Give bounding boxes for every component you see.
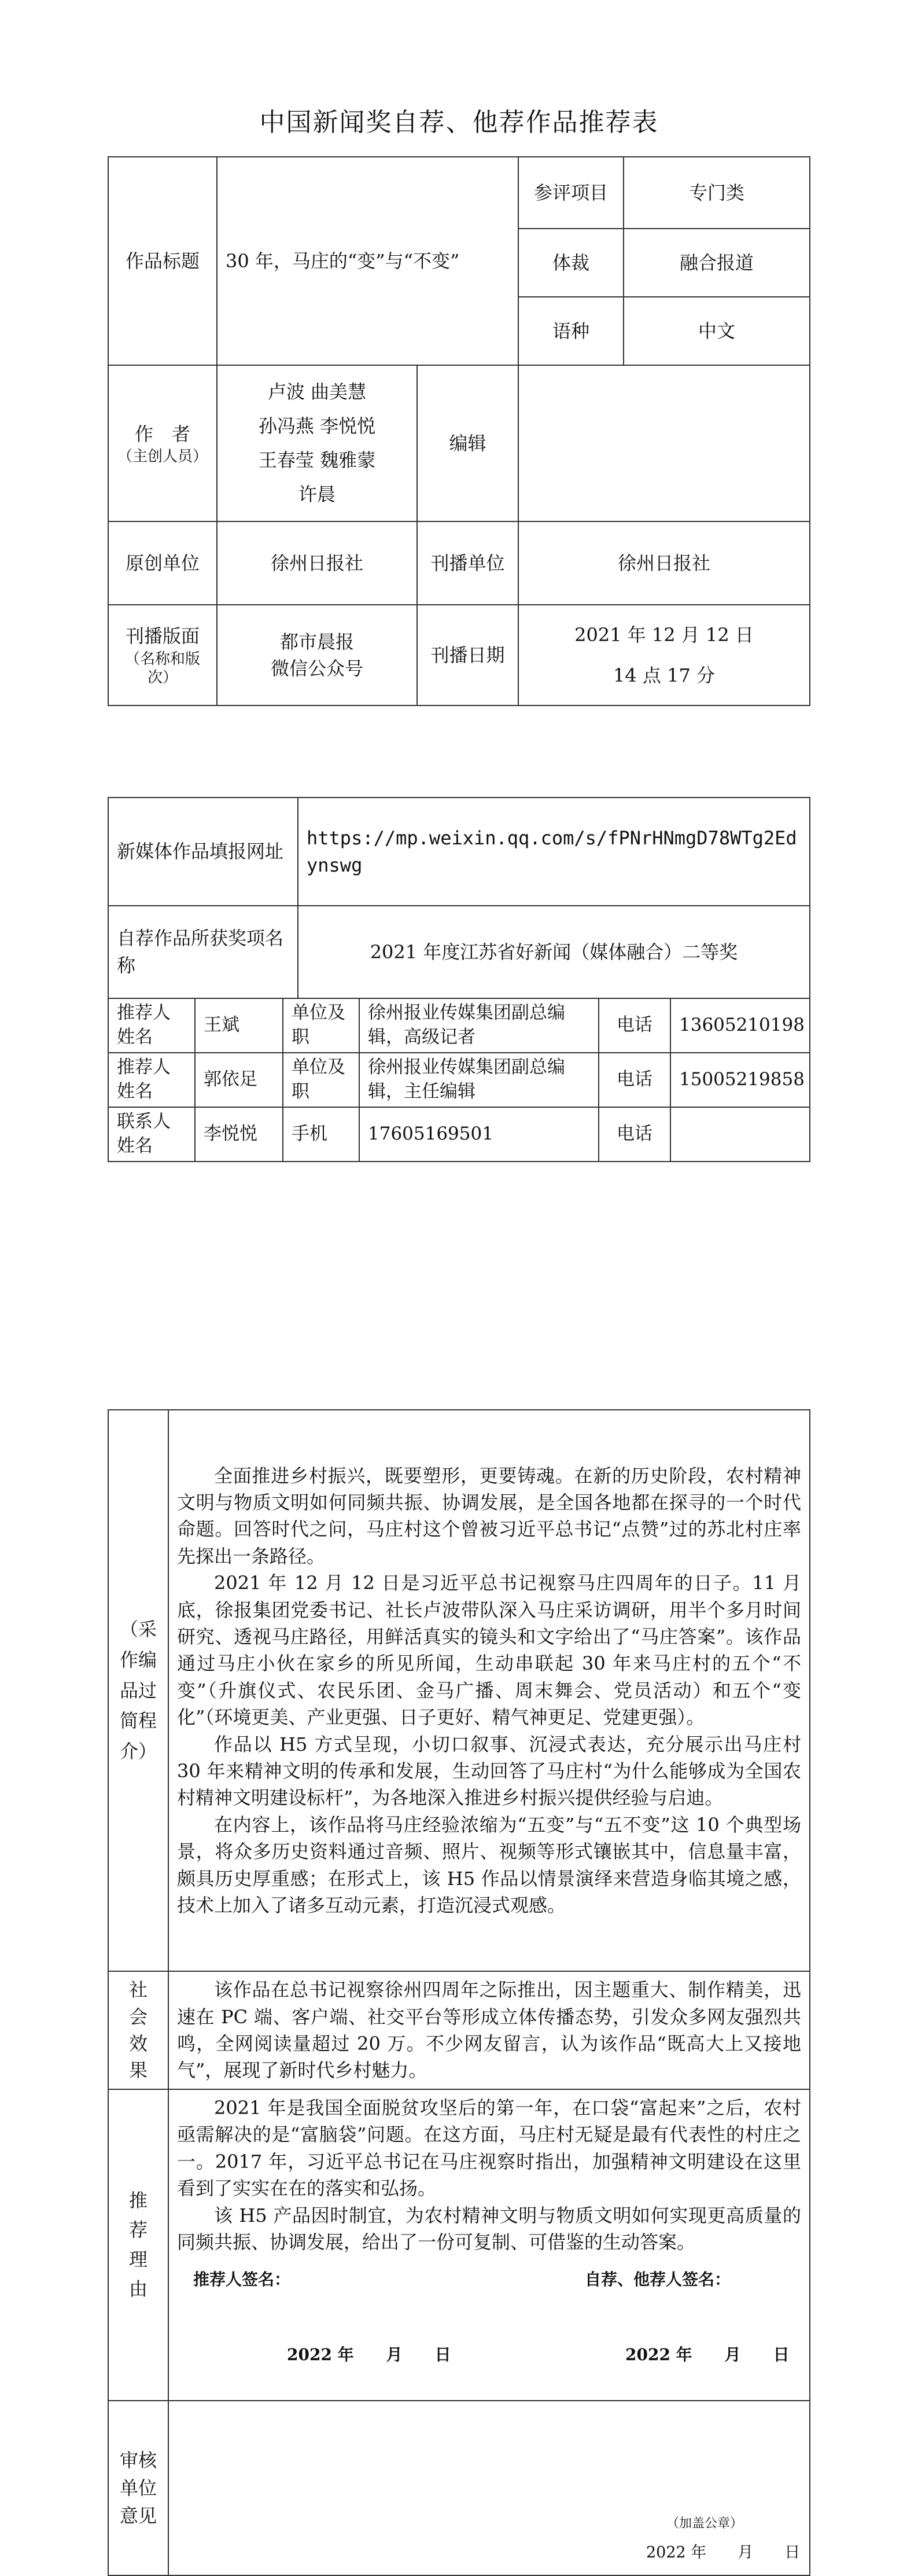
- publish-section-sub-label: （名称和版次）: [124, 650, 200, 687]
- recommender-phone: 13605210198: [670, 998, 810, 1053]
- genre-value: 融合报道: [624, 229, 810, 297]
- sign-date-left: 2022 年 月 日: [287, 2345, 451, 2365]
- page-title: 中国新闻奖自荐、他荐作品推荐表: [259, 108, 659, 137]
- category-value: 专门类: [624, 157, 810, 229]
- recommender-position: 徐州报业传媒集团副总编辑，高级记者: [359, 998, 599, 1053]
- process-paragraph: 在内容上，该作品将马庄经验浓缩为“五变”与“五不变”这 10 个典型场景，将众多历史资料通过音频、照片、视频等形式镶嵌其中，信息量丰富，颇具历史厚重感；在形式上，该 H5 作品以情景演绎来营造身临其境之感，技术上加入了诸多互动元素，打造沉浸式观感。: [177, 1813, 801, 1916]
- editor-value: [518, 365, 810, 521]
- audit-label: [108, 2401, 168, 2575]
- self-sign-label: 自荐、他荐人签名：: [585, 2270, 731, 2290]
- reason-content: [168, 2089, 810, 2401]
- authors-cell: [217, 365, 417, 521]
- author-line: 许晨: [298, 483, 336, 505]
- process-paragraph: 作品以 H5 方式呈现，小切口叙事、沉浸式表达，充分展示出马庄村 30 年来精神文明的传承和发展，生动回答了马庄村“为什么能够成为全国农村精神文明建设标杆”，为各地深入推进乡村振兴提供经验与启迪。: [177, 1733, 801, 1809]
- social-content: [168, 1971, 810, 2089]
- publish-section-value: 微信公众号: [270, 657, 363, 679]
- editor-label: 编辑: [417, 365, 518, 521]
- unit-position-label: 单位及职: [283, 998, 359, 1053]
- author-label: 作 者: [134, 422, 190, 445]
- category-label: 参评项目: [518, 157, 624, 229]
- recommender-name: 郭依足: [195, 1053, 283, 1107]
- phone-label: 电话: [599, 1053, 670, 1107]
- author-line: 孙冯燕 李悦悦: [258, 415, 376, 437]
- contact-row: [108, 1107, 810, 1162]
- work-title-value: 30 年，马庄的“变”与“不变”: [217, 157, 518, 365]
- process-label-text: （采作编品过简程介）: [119, 1618, 157, 1763]
- publish-date-value: 2021 年 12 月 12 日: [574, 624, 754, 646]
- audit-block: [169, 2401, 809, 2575]
- signature-block: [177, 2255, 801, 2400]
- url-label: 新媒体作品填报网址: [108, 798, 298, 906]
- origin-unit-value: 徐州日报社: [217, 521, 417, 605]
- reason-paragraph: 该 H5 产品因时制宜，为农村精神文明与物质文明如何实现更高质量的同频共振、协调发展，给出了一份可复制、可借鉴的生动答案。: [177, 2204, 801, 2253]
- publish-section-label-cell: [108, 605, 217, 705]
- social-paragraph: 该作品在总书记视察徐州四周年之际推出，因主题重大、制作精美，迅速在 PC 端、客户端、社交平台等形成立体传播态势，引发众多网友强烈共鸣，全网阅读量超过 20 万。不少网友留言，认为该作品“既高大上又接地气”，展现了新时代乡村魅力。: [177, 1979, 801, 2082]
- publish-time-value: 14 点 17 分: [613, 664, 715, 686]
- process-content: [168, 1410, 810, 1971]
- publish-date-label: 刊播日期: [417, 605, 518, 705]
- contact-name: 李悦悦: [195, 1107, 283, 1162]
- recommender-sign-label: 推荐人签名：: [193, 2270, 291, 2290]
- phone-label: 电话: [599, 998, 670, 1053]
- url-award-table: [108, 797, 810, 999]
- publish-date-cell: [518, 605, 810, 705]
- recommender-label: 推荐人姓名: [108, 998, 195, 1053]
- author-sub-label: （主创人员）: [117, 447, 208, 465]
- process-paragraph: 2021 年 12 月 12 日是习近平总书记视察马庄四周年的日子。11 月底，徐报集团党委书记、社长卢波带队深入马庄采访调研，用半个多月时间研究、透视马庄路径，用鲜活真实的镜头和文字给出了“马庄答案”。该作品通过马庄小伙在家乡的所见所闻，生动串联起 30 年来马庄村的五个“不变”（升旗仪式、农民乐团、金马广播、周末舞会、党员活动）和五个“变化”（环境更美、产业更强、日子更好、精气神更足、党建更强）。: [177, 1572, 801, 1729]
- author-line: 卢波 曲美慧: [267, 381, 367, 403]
- contact-label: 联系人姓名: [108, 1107, 195, 1162]
- publish-unit-label: 刊播单位: [417, 521, 518, 605]
- seal-note: （加盖公章）: [666, 2516, 743, 2531]
- recommender-row: [108, 1053, 810, 1107]
- url-value[interactable]: https://mp.weixin.qq.com/s/fPNrHNmgD78WTg2Edynswg: [298, 798, 810, 906]
- process-paragraph: 全面推进乡村振兴，既要塑形，更要铸魂。在新的历史阶段，农村精神文明与物质文明如何同频共振、协调发展，是全国各地都在探寻的一个时代命题。回答时代之问，马庄村这个曾被习近平总书记“点赞”过的苏北村庄率先探出一条路径。: [177, 1464, 801, 1567]
- social-label-text: 社会效果: [128, 1979, 148, 2082]
- audit-label-text: 审核单位意见: [119, 2449, 157, 2527]
- publish-unit-value: 徐州日报社: [518, 521, 810, 605]
- author-label-cell: [108, 365, 217, 521]
- audit-content: [168, 2401, 810, 2575]
- recommender-row: [108, 998, 810, 1053]
- contact-mobile: 17605169501: [359, 1107, 599, 1162]
- award-value: 2021 年度江苏省好新闻（媒体融合）二等奖: [298, 906, 810, 998]
- recommender-name: 王斌: [195, 998, 283, 1053]
- reason-label-text: 推荐理由: [128, 2189, 148, 2301]
- sign-date-right: 2022 年 月 日: [625, 2345, 790, 2365]
- contact-phone: [670, 1107, 810, 1162]
- origin-unit-label: 原创单位: [108, 521, 217, 605]
- process-label: [108, 1410, 168, 1971]
- audit-date: 2022 年 月 日: [646, 2544, 801, 2562]
- publish-section-value-cell: [217, 605, 417, 705]
- social-label: [108, 1971, 168, 2089]
- unit-position-label: 单位及职: [283, 1053, 359, 1107]
- work-title-label: 作品标题: [108, 157, 217, 365]
- reason-paragraph: 2021 年是我国全面脱贫攻坚后的第一年，在口袋“富起来”之后，农村亟需解决的是“富脑袋”问题。在这方面，马庄村无疑是最有代表性的村庄之一。2017 年，习近平总书记在马庄视察时指出，加强精神文明建设在这里看到了实实在在的落实和弘扬。: [177, 2097, 801, 2200]
- language-value: 中文: [624, 297, 810, 365]
- publish-section-label: 刊播版面: [125, 625, 200, 648]
- author-line: 王春莹 魏雅蒙: [258, 449, 376, 471]
- genre-label: 体裁: [518, 229, 624, 297]
- recommender-phone: 15005219858: [670, 1053, 810, 1107]
- language-label: 语种: [518, 297, 624, 365]
- recommender-position: 徐州报业传媒集团副总编辑，主任编辑: [359, 1053, 599, 1107]
- recommender-label: 推荐人姓名: [108, 1053, 195, 1107]
- phone-label: 电话: [599, 1107, 670, 1162]
- publish-section-value: 都市晨报: [279, 630, 354, 653]
- award-label: 自荐作品所获奖项名称: [108, 906, 298, 998]
- narrative-table: [108, 1409, 810, 2576]
- recommender-table: [108, 998, 810, 1162]
- mobile-label: 手机: [283, 1107, 359, 1162]
- reason-label: [108, 2089, 168, 2401]
- info-table: [108, 156, 810, 706]
